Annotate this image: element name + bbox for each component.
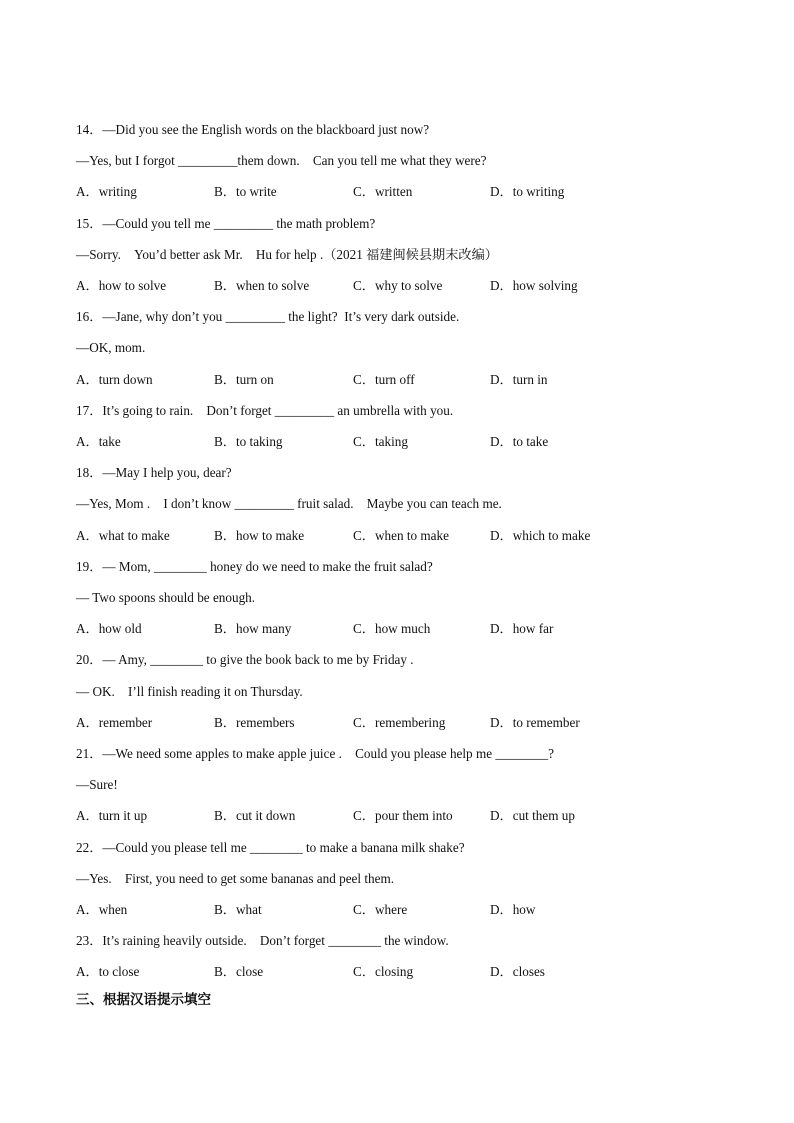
question-dialogue-line: —Yes, but I forgot _________them down. Can you tell me what they were? xyxy=(76,153,487,169)
answer-option-b: B．to taking xyxy=(214,434,283,449)
answer-option-d: D．how solving xyxy=(490,278,578,293)
answer-option-d: D．how far xyxy=(490,621,554,637)
answer-option-c: C．taking xyxy=(353,434,408,449)
section-heading: 三、根据汉语提示填空 xyxy=(76,991,211,1008)
answer-option-c: C．how much xyxy=(353,621,431,637)
answer-option-a: A．what to make xyxy=(76,527,170,543)
answer-option-a: A．how to solve xyxy=(76,278,167,293)
question-dialogue-line: —Yes. First, you need to get some bananas and peel them. xyxy=(76,870,395,886)
question-dialogue-line: —OK, mom. xyxy=(76,340,146,356)
question-stem: 20．— Amy, ________ to give the book back to me by Friday . xyxy=(76,652,414,668)
answer-option-c: C．remembering xyxy=(353,714,446,730)
question-stem: 18．—May I help you, dear? xyxy=(76,465,232,481)
question-dialogue-line: —Yes, Mom . I don’t know _________ fruit salad. Maybe you can teach me. xyxy=(76,496,502,512)
answer-option-c: C．turn off xyxy=(353,371,415,387)
answer-option-a: A．turn it up xyxy=(76,808,148,824)
answer-option-c: C．when to make xyxy=(353,527,449,543)
answer-option-d: D．closes xyxy=(490,964,545,980)
answer-option-a: A．remember xyxy=(76,714,153,730)
question-stem: 16．—Jane, why don’t you _________ the light? It’s very dark outside. xyxy=(76,309,460,325)
answer-option-b: B．cut it down xyxy=(214,808,296,824)
answer-option-d: D．turn in xyxy=(490,371,548,387)
question-dialogue-line: —Sorry. You’d better ask Mr. Hu for help .（2021 福建闽候县期末改编） xyxy=(76,246,498,262)
question-dialogue-line: —Sure! xyxy=(76,777,118,793)
answer-option-b: B．remembers xyxy=(214,714,295,730)
answer-option-c: C．why to solve xyxy=(353,278,443,293)
answer-option-a: A．take xyxy=(76,434,121,449)
answer-option-d: D．to remember xyxy=(490,714,580,730)
answer-option-d: D．how xyxy=(490,902,536,917)
answer-option-d: D．which to make xyxy=(490,527,591,543)
answer-option-c: C．written xyxy=(353,184,413,200)
answer-option-a: A．when xyxy=(76,902,128,917)
question-dialogue-line: — Two spoons should be enough. xyxy=(76,590,256,605)
answer-option-d: D．to writing xyxy=(490,184,565,200)
answer-option-d: D．cut them up xyxy=(490,808,575,824)
question-stem: 23．It’s raining heavily outside. Don’t forget ________ the window. xyxy=(76,933,449,949)
question-stem: 17．It’s going to rain. Don’t forget _________ an umbrella with you. xyxy=(76,402,454,418)
question-stem: 22．—Could you please tell me ________ to make a banana milk shake? xyxy=(76,839,465,855)
answer-option-b: B．to write xyxy=(214,184,277,200)
answer-option-b: B．what xyxy=(214,902,262,917)
question-dialogue-line: — OK. I’ll finish reading it on Thursday. xyxy=(76,683,303,699)
answer-option-a: A．turn down xyxy=(76,371,153,387)
answer-option-c: C．where xyxy=(353,902,408,917)
answer-option-c: C．pour them into xyxy=(353,808,453,824)
answer-option-c: C．closing xyxy=(353,964,414,980)
question-stem: 21．—We need some apples to make apple juice . Could you please help me ________? xyxy=(76,746,554,761)
answer-option-d: D．to take xyxy=(490,434,549,449)
answer-option-b: B．close xyxy=(214,964,264,980)
answer-option-a: A．to close xyxy=(76,964,140,980)
answer-option-a: A．how old xyxy=(76,621,142,637)
question-stem: 19．— Mom, ________ honey do we need to make the fruit salad? xyxy=(76,558,433,574)
answer-option-b: B．how to make xyxy=(214,527,305,543)
answer-option-b: B．when to solve xyxy=(214,278,310,293)
answer-option-a: A．writing xyxy=(76,184,137,200)
question-stem: 15．—Could you tell me _________ the math problem? xyxy=(76,215,376,231)
question-stem: 14．—Did you see the English words on the blackboard just now? xyxy=(76,122,430,137)
answer-option-b: B．turn on xyxy=(214,371,274,387)
answer-option-b: B．how many xyxy=(214,621,292,637)
